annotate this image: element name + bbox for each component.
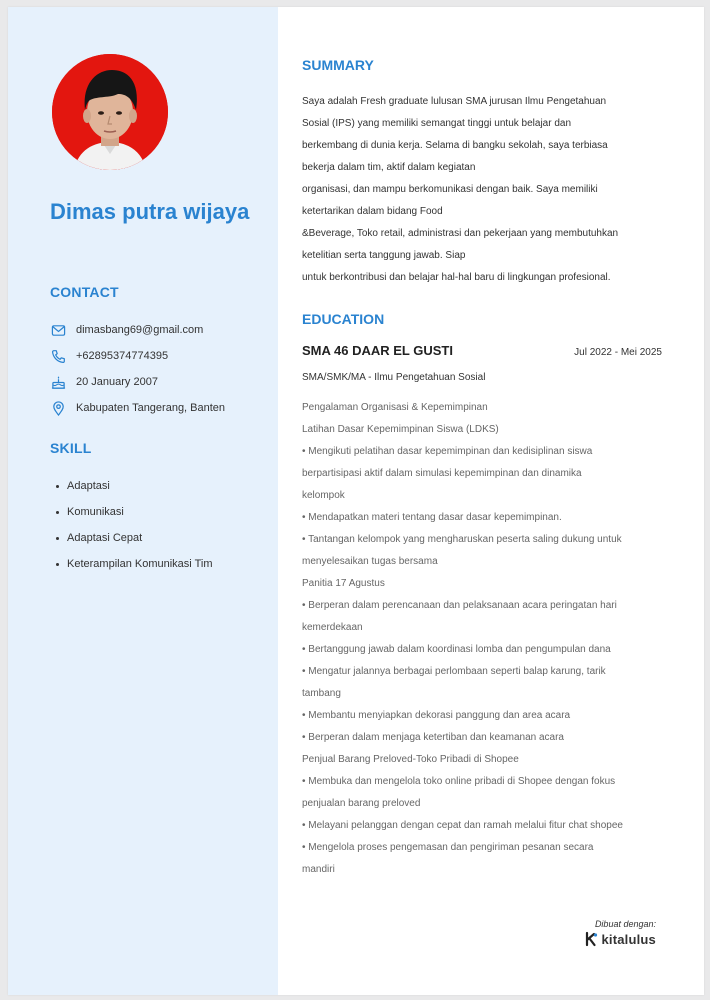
summary-line: ketertarikan dalam bidang Food	[302, 206, 443, 217]
education-degree: SMA/SMK/MA - Ilmu Pengetahuan Sosial	[302, 372, 486, 383]
main-content	[278, 7, 704, 995]
summary-line: ketelitian serta tanggung jawab. Siap	[302, 250, 466, 261]
bullet-icon	[56, 511, 59, 514]
summary-heading: SUMMARY	[302, 57, 374, 73]
detail-line: mandiri	[302, 864, 335, 875]
bullet-icon	[56, 537, 59, 540]
education-details	[302, 397, 672, 881]
brand-name: kitalulus	[601, 931, 656, 947]
bullet-icon	[56, 485, 59, 488]
detail-line: • Mengatur jalannya berbagai perlombaan seperti balap karung, tarik	[302, 666, 606, 677]
detail-line: • Mengikuti pelatihan dasar kepemimpinan dan kedisiplinan siswa	[302, 446, 593, 457]
detail-line: • Tantangan kelompok yang mengharuskan peserta saling dukung untuk	[302, 534, 622, 545]
detail-line: kelompok	[302, 490, 345, 501]
location-text: Kabupaten Tangerang, Banten	[76, 402, 226, 414]
detail-line: kemerdekaan	[302, 622, 363, 633]
contact-heading: CONTACT	[50, 284, 119, 300]
detail-line: • Melayani pelanggan dengan cepat dan ramah melalui fitur chat shopee	[302, 820, 623, 831]
contact-birthdate	[50, 369, 270, 395]
cake-icon	[50, 374, 66, 390]
email-text: dimasbang69@gmail.com	[76, 324, 204, 336]
detail-line: • Berperan dalam perencanaan dan pelaksanaan acara peringatan hari	[302, 600, 617, 611]
detail-line: Latihan Dasar Kepemimpinan Siswa (LDKS)	[302, 424, 499, 435]
brand-row	[566, 931, 656, 947]
contact-email[interactable]	[50, 317, 270, 343]
contact-location	[50, 395, 270, 421]
detail-line: menyelesaikan tugas bersama	[302, 556, 438, 567]
summary-line: Sosial (IPS) yang memiliki semangat tinggi untuk belajar dan	[302, 118, 572, 129]
summary-line: untuk berkontribusi dan belajar hal-hal baru di lingkungan profesional.	[302, 272, 611, 283]
summary-text	[302, 91, 662, 289]
location-icon	[50, 400, 66, 416]
mail-icon	[50, 322, 66, 338]
detail-line: • Membantu menyiapkan dekorasi panggung dan area acara	[302, 710, 571, 721]
detail-line: • Membuka dan mengelola toko online pribadi di Shopee dengan fokus	[302, 776, 616, 787]
birthdate-text: 20 January 2007	[76, 376, 158, 388]
detail-line: • Berperan dalam menjaga ketertiban dan keamanan acara	[302, 732, 564, 743]
detail-line: Panitia 17 Agustus	[302, 578, 385, 589]
detail-line: berpartisipasi aktif dalam simulasi kepemimpinan dan dinamika	[302, 468, 582, 479]
detail-line: • Bertanggung jawab dalam koordinasi lomba dan pengumpulan dana	[302, 644, 611, 655]
education-header	[302, 343, 662, 358]
badge-caption: Dibuat dengan:	[594, 919, 656, 929]
detail-line: tambang	[302, 688, 341, 699]
summary-line: bekerja dalam tim, aktif dalam kegiatan	[302, 162, 476, 173]
contact-phone[interactable]	[50, 343, 270, 369]
skill-list	[56, 473, 276, 577]
detail-line: penjualan barang preloved	[302, 798, 421, 809]
resume-page	[8, 7, 704, 995]
education-heading: EDUCATION	[302, 311, 385, 327]
summary-line: Saya adalah Fresh graduate lulusan SMA jurusan Ilmu Pengetahuan	[302, 96, 607, 107]
summary-line: organisasi, dan mampu berkomunikasi dengan baik. Saya memiliki	[302, 184, 598, 195]
kitalulus-badge[interactable]	[566, 919, 656, 947]
avatar	[52, 54, 168, 170]
detail-line: • Mengelola proses pengemasan dan pengiriman pesanan secara	[302, 842, 594, 853]
contact-list	[50, 317, 270, 421]
detail-line: Penjual Barang Preloved-Toko Pribadi di Shopee	[302, 754, 519, 765]
summary-line: berkembang di dunia kerja. Selama di bangku sekolah, saya terbiasa	[302, 140, 608, 151]
skill-item: Keterampilan Komunikasi Tim	[56, 551, 276, 577]
school-name: SMA 46 DAAR EL GUSTI	[302, 343, 453, 358]
detail-line: Pengalaman Organisasi & Kepemimpinan	[302, 402, 488, 413]
detail-line: • Mendapatkan materi tentang dasar dasar kepemimpinan.	[302, 512, 562, 523]
summary-line: &Beverage, Toko retail, administrasi dan pekerjaan yang membutuhkan	[302, 228, 619, 239]
phone-icon	[50, 348, 66, 364]
skill-item: Komunikasi	[56, 499, 276, 525]
bullet-icon	[56, 563, 59, 566]
sidebar	[8, 7, 278, 995]
candidate-name: Dimas putra wijaya	[50, 199, 250, 224]
phone-text: +62895374774395	[76, 350, 169, 362]
skill-item: Adaptasi	[56, 473, 276, 499]
profile-photo	[52, 54, 168, 170]
skill-item: Adaptasi Cepat	[56, 525, 276, 551]
kitalulus-logo-icon	[584, 931, 598, 947]
education-period: Jul 2022 - Mei 2025	[574, 347, 662, 358]
skill-heading: SKILL	[50, 440, 92, 456]
